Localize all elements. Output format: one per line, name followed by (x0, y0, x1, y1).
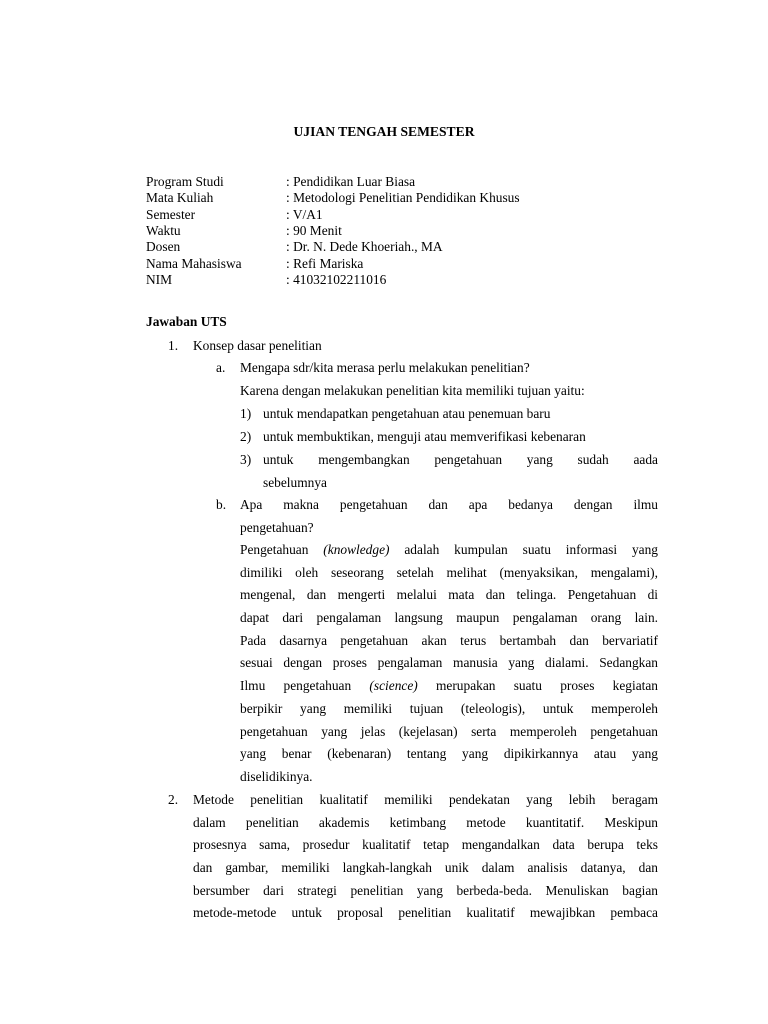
q2-number: 2. (168, 792, 179, 807)
q1b-answer-paragraph (240, 539, 658, 789)
list-item: untuk membuktikan, menguji atau memverifikasi kebenaran (263, 429, 586, 444)
text-line: berpikir yang memiliki tujuan (teleologis), untuk memperoleh (240, 700, 658, 716)
text-line: dan gambar, memiliki langkah-langkah unik dalam analisis datanya, dan (193, 860, 658, 876)
list-number: 3) (240, 452, 252, 467)
info-label: NIM (146, 271, 173, 287)
text-line: Pada dasarnya pengetahuan akan terus bertambah dan bervariatif (240, 632, 658, 648)
info-value: : Dr. N. Dede Khoeriah., MA (286, 239, 443, 255)
text-line: yang benar (kebenaran) tentang yang dipikirkannya atau yang (240, 746, 658, 762)
info-label: Dosen (146, 239, 181, 255)
q1a-question: Mengapa sdr/kita merasa perlu melakukan penelitian? (240, 360, 530, 375)
info-value: : 41032102211016 (286, 271, 387, 287)
q1b-question (240, 494, 658, 539)
info-label: Nama Mahasiswa (146, 255, 242, 271)
text-line: untuk mengembangkan pengetahuan yang sudah aada (263, 452, 658, 467)
q1a-intro: Karena dengan melakukan penelitian kita memiliki tujuan yaitu: (240, 383, 585, 398)
info-value: : Pendidikan Luar Biasa (286, 174, 416, 189)
text-line: prosesnya sama, prosedur kualitatif tetap mengandalkan data berupa teks (193, 837, 658, 853)
text-line: diselidikinya. (240, 768, 313, 784)
page-title: UJIAN TENGAH SEMESTER (293, 124, 475, 139)
text-line: Apa makna pengetahuan dan apa bedanya dengan ilmu (240, 497, 658, 512)
q1-title: Konsep dasar penelitian (193, 338, 322, 353)
info-label: Mata Kuliah (146, 190, 214, 206)
text-run: merupakan suatu proses kegiatan (417, 678, 658, 694)
q1-number: 1. (168, 338, 179, 353)
q1a-letter: a. (216, 360, 226, 375)
italic-term: (knowledge) (323, 542, 390, 557)
info-value: : 90 Menit (286, 222, 342, 238)
info-label: Semester (146, 206, 196, 222)
text-line: sesuai dengan proses pengalaman manusia yang dialami. Sedangkan (240, 655, 658, 671)
text-line: mengenal, dan mengerti melalui mata dan telinga. Pengetahuan di (240, 587, 658, 603)
text-run: adalah kumpulan suatu informasi yang (389, 542, 658, 557)
info-value: : Metodologi Penelitian Pendidikan Khusus (286, 190, 520, 206)
list-item (263, 449, 658, 494)
text-line: pengetahuan yang jelas (kejelasan) serta memperoleh pengetahuan (240, 723, 658, 739)
text-line: metode-metode untuk proposal penelitian kualitatif mewajibkan pembaca (193, 905, 658, 921)
text-line: dalam penelitian akademis ketimbang metode kuantitatif. Meskipun (193, 814, 658, 830)
text-line (240, 539, 658, 562)
text-line: dimiliki oleh seseorang setelah melihat (menyaksikan, mengalami), (240, 564, 658, 580)
text-run: Pengetahuan (240, 542, 324, 557)
q2-answer-paragraph (193, 789, 658, 925)
text-line (240, 675, 658, 698)
info-value: : Refi Mariska (286, 255, 364, 271)
text-line: dapat dari pengalaman langsung maupun pengalaman orang lain. (240, 610, 658, 626)
list-number: 1) (240, 406, 252, 421)
text-line: bersumber dari strategi penelitian yang berbeda-beda. Menuliskan bagian (193, 882, 658, 898)
info-label: Program Studi (146, 174, 224, 189)
info-label: Waktu (146, 222, 181, 238)
info-value: : V/A1 (286, 206, 323, 222)
text-run: Ilmu pengetahuan (240, 678, 370, 694)
answers-heading: Jawaban UTS (146, 314, 227, 329)
text-line: Metode penelitian kualitatif memiliki pendekatan yang lebih beragam (193, 792, 658, 807)
list-number: 2) (240, 429, 252, 444)
q1b-letter: b. (216, 497, 227, 512)
text-line: sebelumnya (263, 474, 327, 490)
text-line: pengetahuan? (240, 519, 314, 535)
italic-term: (science) (369, 678, 418, 694)
list-item: untuk mendapatkan pengetahuan atau penemuan baru (263, 406, 551, 421)
